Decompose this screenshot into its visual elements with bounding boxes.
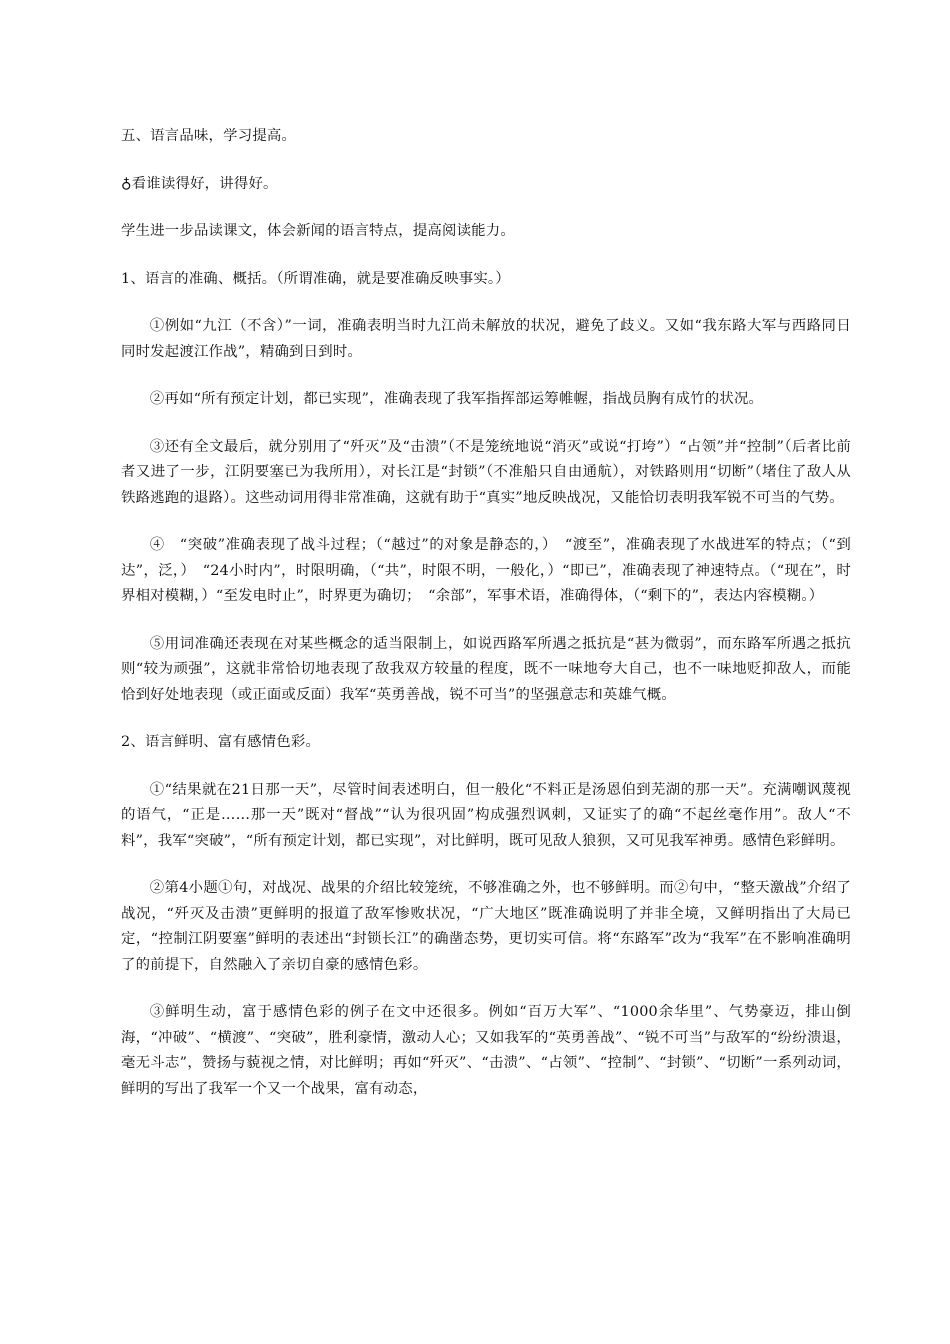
document-body <box>121 124 851 1124</box>
intro-paragraph: 学生进一步品读课文，体会新闻的语言特点，提高阅读能力。 <box>121 223 515 239</box>
activity-line: ♁看谁读得好，讲得好。 <box>121 175 278 192</box>
paragraph-accuracy-2: ②再如“所有预定计划，都已实现”，准确表现了我军指挥部运筹帷幄，指战员胸有成竹的状况。 <box>149 391 764 407</box>
section-heading: 五、语言品味，学习提高。 <box>121 128 297 144</box>
paragraph-accuracy-4: ④ “突破”准确表现了战斗过程；（“越过”的对象是静态的，） “渡至”，准确表现了水战进军的特点；（“到达”，泛，） “24小时内”，时限明确，（“共”，时限不明，一般化，）“即已”，准确表现了神速特点。（“现在”，时界相对模糊，）“至发电时止”，时界更为确切； “余部”，军事术语，准确得体，（“剩下的”，表达内容模糊。） <box>121 537 851 604</box>
paragraph-vividness-1: ①“结果就在21日那一天”，尽管时间表述明白，但一般化“不料正是汤恩伯到芜湖的那一天”。充满嘲讽蔑视的语气，“正是……那一天”既对“督战”“认为很巩固”构成强烈讽刺，又证实了的确“不起丝毫作用”。敌人“不料”，我军“突破”，“所有预定计划，都已实现”，对比鲜明，既可见敌人狼狈，又可见我军神勇。感情色彩鲜明。 <box>121 781 851 849</box>
paragraph-vividness-2: ②第4小题①句，对战况、战果的介绍比较笼统，不够准确之外，也不够鲜明。而②句中，“整天激战”介绍了战况，“歼灭及击溃”更鲜明的报道了敌军惨败状况，“广大地区”既准确说明了并非全境，又鲜明指出了大局已定，“控制江阴要塞”鲜明的表述出“封锁长江”的确凿态势，更切实可信。将“东路军”改为“我军”在不影响准确明了的前提下，自然融入了亲切自豪的感情色彩。 <box>121 880 851 973</box>
subheading-vividness: 2、语言鲜明、富有感情色彩。 <box>121 734 321 750</box>
paragraph-vividness-3: ③鲜明生动，富于感情色彩的例子在文中还很多。例如“百万大军”、“1000余华里”、气势豪迈，排山倒海，“冲破”、“横渡”、“突破”，胜利豪情，激动人心；又如我军的“英勇善战”、“锐不可当”与敌军的“纷纷溃退，毫无斗志”，赞扬与藐视之情，对比鲜明；再如“歼灭”、“击溃”、“占领”、“控制”、“封锁”、“切断”一系列动词，鲜明的写出了我军一个又一个战果，富有动态， <box>121 1004 851 1097</box>
paragraph-accuracy-3: ③还有全文最后，就分别用了“歼灭”及“击溃”（不是笼统地说“消灭”或说“打垮”）“占领”并“控制”（后者比前者又进了一步，江阴要塞已为我所用），对长江是“封锁”（不准船只自由通航），对铁路则用“切断”（堵住了敌人从铁路逃跑的退路）。这些动词用得非常准确，这就有助于“真实”地反映战况，又能恰切表明我军锐不可当的气势。 <box>121 438 851 506</box>
subheading-accuracy: 1、语言的准确、概括。（所谓准确，就是要准确反映事实。） <box>121 270 510 287</box>
paragraph-accuracy-1: ①例如“九江（不含）”一词，准确表明当时九江尚未解放的状况，避免了歧义。又如“我东路大军与西路同日同时发起渡江作战”，精确到日到时。 <box>121 318 851 360</box>
paragraph-accuracy-5: ⑤用词准确还表现在对某些概念的适当限制上，如说西路军所遇之抵抗是“甚为微弱”，而东路军所遇之抵抗则“较为顽强”，这就非常恰切地表现了敌我双方较量的程度，既不一味地夸大自己，也不一味地贬抑敌人，而能恰到好处地表现（或正面或反面）我军“英勇善战，锐不可当”的坚强意志和英雄气概。 <box>121 635 851 703</box>
